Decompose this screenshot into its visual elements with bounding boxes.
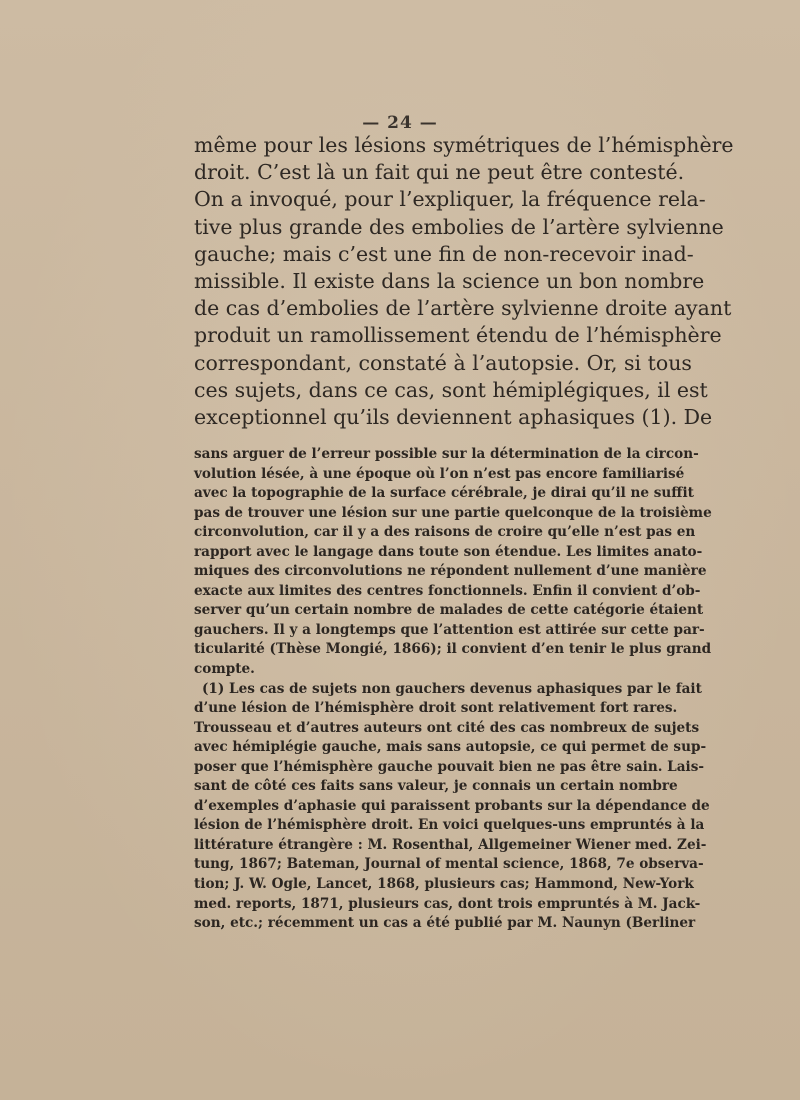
footnote-1 [194, 680, 710, 934]
footnote-line: pas de trouver une lésion sur une partie quelconque de la troisième [194, 504, 712, 521]
main-text-line: exceptionnel qu’ils deviennent aphasiques (1). De [194, 405, 713, 430]
footnote-line: (1) Les cas de sujets non gauchers devenus aphasiques par le fait [202, 680, 702, 697]
main-text-line: ces sujets, dans ce cas, sont hémiplégiques, il est [194, 377, 708, 402]
footnote-continuation [194, 445, 712, 680]
footnote-line: volution lésée, à une époque où l’on n’est pas encore familiarisé [194, 465, 685, 482]
footnote-line: sans arguer de l’erreur possible sur la détermination de la circon- [194, 446, 699, 462]
main-text-line: On a invoqué, pour l’expliquer, la fréquence rela- [194, 187, 706, 212]
footnote-line: Trousseau et d’autres auteurs ont cité des cas nombreux de sujets [194, 719, 700, 736]
footnote-line: poser que l’hémisphère gauche pouvait bien ne pas être sain. Lais- [194, 758, 704, 775]
footnote-line: gauchers. Il y a longtemps que l’attention est attirée sur cette par- [194, 621, 705, 638]
footnote-line: avec hémiplégie gauche, mais sans autopsie, ce qui permet de sup- [194, 739, 707, 756]
footnote-line: d’une lésion de l’hémisphère droit sont relativement fort rares. [194, 700, 678, 717]
main-text-line: correspondant, constaté à l’autopsie. Or, si tous [194, 350, 692, 375]
main-text-line: missible. Il existe dans la science un bon nombre [194, 269, 705, 294]
main-text-line: droit. C’est là un fait qui ne peut être contesté. [194, 160, 685, 185]
footnote-line: son, etc.; récemment un cas a été publié par M. Naunyn (Berliner [194, 915, 696, 932]
footnote-line: avec la topographie de la surface cérébrale, je dirai qu’il ne suffit [194, 485, 694, 502]
footnote-line: server qu’un certain nombre de malades de cette catégorie étaient [194, 602, 704, 619]
footnote-line: ticularité (Thèse Mongié, 1866); il convient d’en tenir le plus grand [194, 641, 712, 658]
footnote-line: miques des circonvolutions ne répondent nullement d’une manière [194, 563, 707, 580]
main-text-line: gauche; mais c’est une fin de non-recevoir inad- [194, 241, 694, 266]
footnote-line: tung, 1867; Bateman, Journal of mental science, 1868, 7e observa- [194, 856, 704, 873]
footnote-line: compte. [194, 661, 255, 678]
footnote-line: circonvolution, car il y a des raisons de croire qu’elle n’est pas en [194, 524, 696, 541]
main-text-line: même pour les lésions symétriques de l’hémisphère [194, 133, 734, 157]
footnote-line: tion; J. W. Ogle, Lancet, 1868, plusieurs cas; Hammond, New-York [194, 876, 694, 893]
footnote-line: d’exemples d’aphasie qui paraissent probants sur la dépendance de [194, 797, 710, 814]
footnote-line: lésion de l’hémisphère droit. En voici quelques-uns empruntés à la [194, 817, 705, 834]
footnotes-block [194, 445, 712, 934]
main-text-line: produit un ramollissement étendu de l’hémisphère [194, 323, 722, 348]
main-text-block [194, 132, 734, 431]
footnote-line: sant de côté ces faits sans valeur, je connais un certain nombre [194, 778, 678, 795]
footnote-line: med. reports, 1871, plusieurs cas, dont trois empruntés à M. Jack- [194, 895, 701, 912]
main-text-line: de cas d’embolies de l’artère sylvienne droite ayant [194, 296, 732, 321]
footnote-line: littérature étrangère : M. Rosenthal, Allgemeiner Wiener med. Zei- [194, 836, 707, 853]
main-text-line: tive plus grande des embolies de l’artère sylvienne [194, 214, 724, 239]
page-number: — 24 — [362, 113, 438, 133]
footnote-line: rapport avec le langage dans toute son étendue. Les limites anato- [194, 543, 703, 560]
footnote-line: exacte aux limites des centres fonctionnels. Enfin il convient d’ob- [194, 582, 701, 599]
